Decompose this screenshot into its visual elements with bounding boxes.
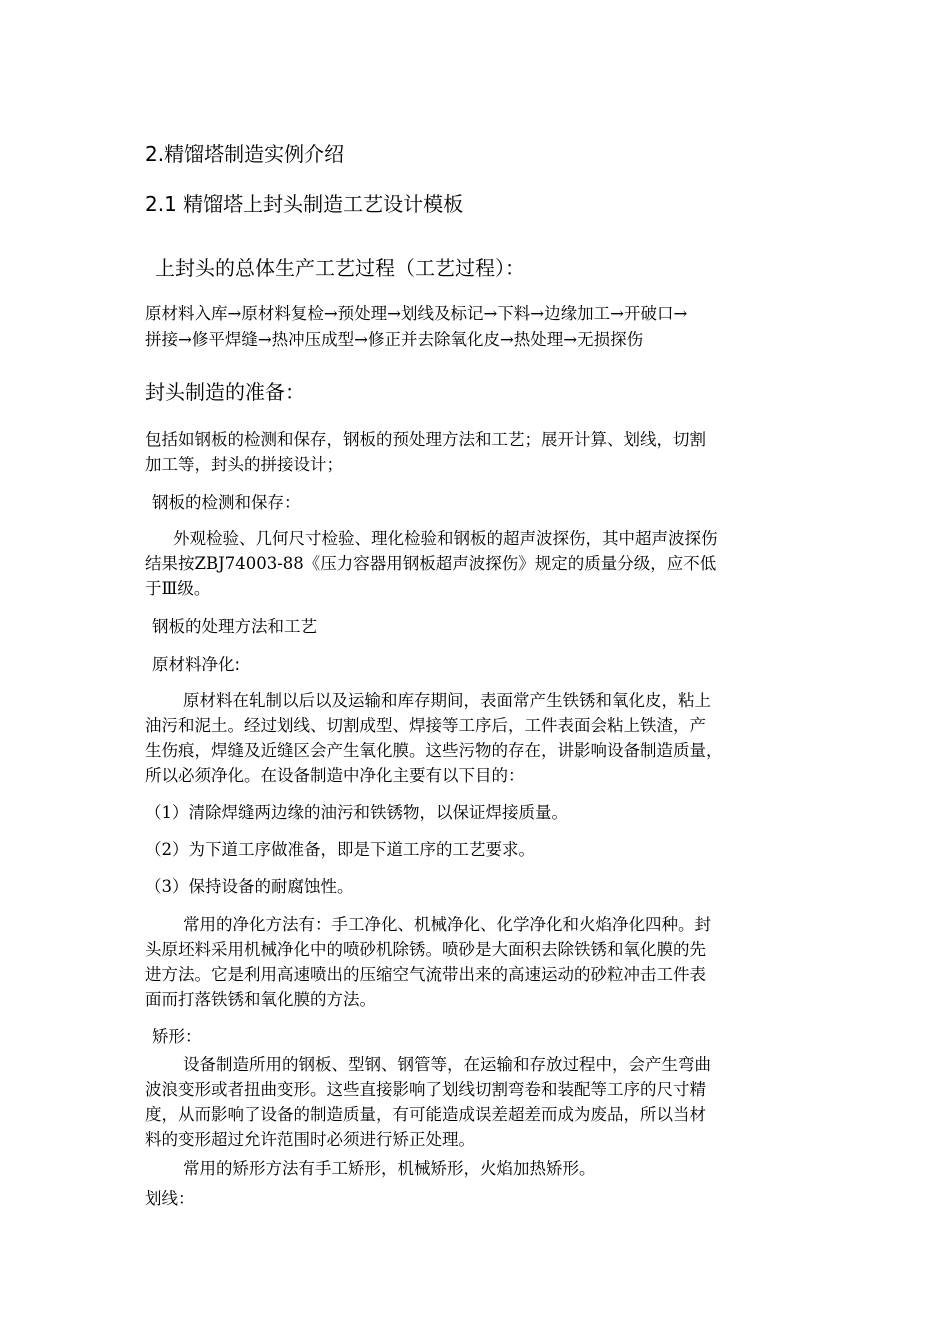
- purpose-item: （2）为下道工序做准备，即是下道工序的工艺要求。: [145, 840, 535, 859]
- marking-heading: 划线：: [145, 1189, 195, 1208]
- inspection-heading: 钢板的检测和保存：: [152, 493, 301, 512]
- inspection-line: 于Ⅲ级。: [145, 579, 211, 598]
- straightening-line: 料的变形超过允许范围时必须进行矫正处理。: [145, 1130, 475, 1149]
- methods-line: 面而打落铁锈和氧化膜的方法。: [145, 990, 376, 1009]
- inspection-line: 结果按ZBJ74003-88《压力容器用钢板超声波探伤》规定的质量分级，应不低: [145, 554, 717, 573]
- prep-heading: 封头制造的准备：: [145, 380, 305, 404]
- methods-line: 进方法。它是利用高速喷出的压缩空气流带出来的高速运动的砂粒冲击工件表: [145, 965, 706, 984]
- cleaning-heading: 原材料净化:: [152, 655, 241, 674]
- straightening-line: 常用的矫形方法有手工矫形，机械矫形，火焰加热矫形。: [183, 1159, 596, 1178]
- purpose-item: （1）清除焊缝两边缘的油污和铁锈物，以保证焊接质量。: [145, 803, 568, 822]
- process-line: 原材料入库→原材料复检→预处理→划线及标记→下料→边缘加工→开破口→: [145, 304, 688, 323]
- inspection-line: 外观检验、几何尺寸检验、理化检验和钢板的超声波探伤，其中超声波探伤: [173, 529, 718, 548]
- cleaning-line: 油污和泥土。经过划线、切割成型、焊接等工序后，工件表面会粘上铁渣，产: [145, 716, 706, 735]
- methods-line: 常用的净化方法有：手工净化、机械净化、化学净化和火焰净化四种。封: [183, 915, 711, 934]
- process-line: 拼接→修平焊缝→热冲压成型→修正并去除氧化皮→热处理→无损探伤: [145, 330, 644, 349]
- process-heading: 上封头的总体生产工艺过程（工艺过程）：: [155, 256, 525, 280]
- straightening-line: 度，从而影响了设备的制造质量，有可能造成误差超差而成为废品，所以当材: [145, 1105, 706, 1124]
- purpose-item: （3）保持设备的耐腐蚀性。: [145, 877, 354, 896]
- straightening-line: 波浪变形或者扭曲变形。这些直接影响了划线切割弯卷和装配等工序的尺寸精: [145, 1080, 706, 1099]
- methods-line: 头原坯料采用机械净化中的喷砂机除锈。喷砂是大面积去除铁锈和氧化膜的先: [145, 940, 706, 959]
- cleaning-line: 生伤痕，焊缝及近缝区会产生氧化膜。这些污物的存在，讲影响设备制造质量，: [145, 741, 723, 760]
- cleaning-line: 原材料在轧制以后以及运输和库存期间，表面常产生铁锈和氧化皮，粘上: [183, 691, 711, 710]
- cleaning-line: 所以必须净化。在设备制造中净化主要有以下目的：: [145, 766, 525, 785]
- treatment-heading: 钢板的处理方法和工艺: [152, 617, 317, 636]
- straightening-line: 设备制造所用的钢板、型钢、钢管等，在运输和存放过程中，会产生弯曲: [183, 1055, 711, 1074]
- straightening-heading: 矫形：: [152, 1027, 202, 1046]
- prep-line: 加工等，封头的拼接设计；: [145, 455, 343, 474]
- section-title: 2.精馏塔制造实例介绍: [145, 142, 345, 166]
- prep-line: 包括如钢板的检测和保存，钢板的预处理方法和工艺；展开计算、划线，切割: [145, 430, 706, 449]
- subsection-title: 2.1 精馏塔上封头制造工艺设计模板: [145, 192, 464, 216]
